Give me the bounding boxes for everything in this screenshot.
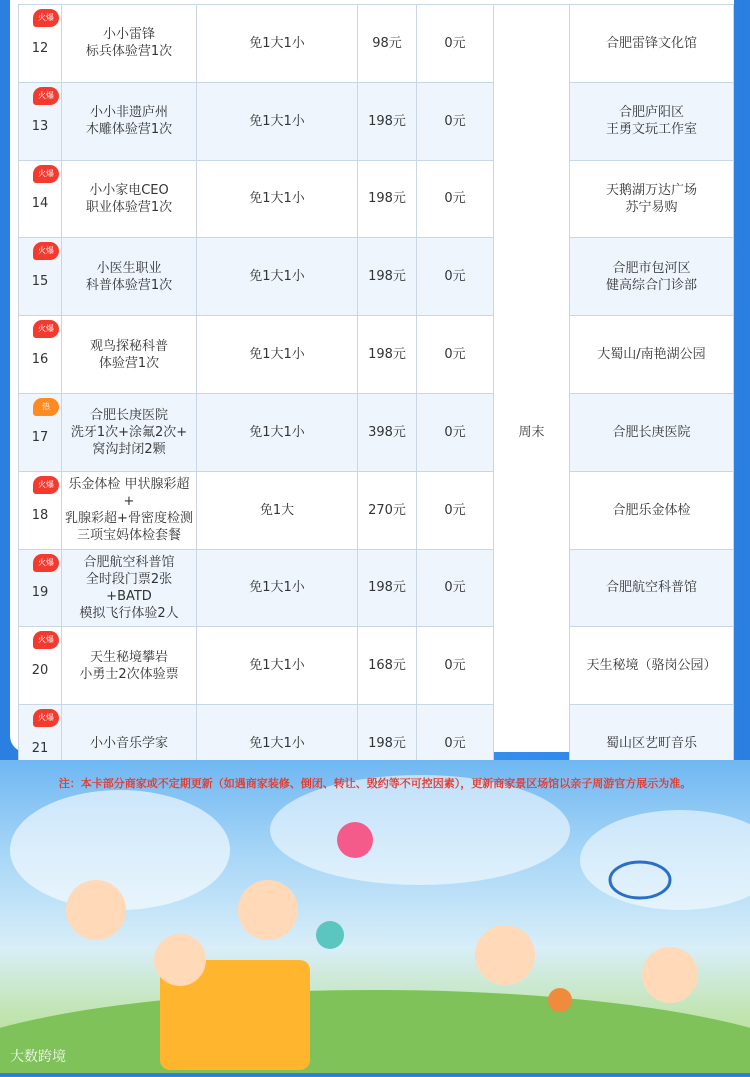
hot-badge-icon: 火爆 — [33, 165, 59, 183]
free-for: 免1大1小 — [197, 549, 358, 627]
hot-badge-icon: 火爆 — [33, 242, 59, 260]
row-number-text: 20 — [31, 663, 49, 679]
hot-badge-icon: 火爆 — [33, 554, 59, 572]
row-number-text: 21 — [31, 741, 49, 757]
original-price: 198元 — [358, 160, 417, 238]
free-for: 免1大1小 — [197, 5, 358, 83]
pay-price: 0元 — [417, 316, 494, 394]
original-price: 198元 — [358, 316, 417, 394]
venue: 天生秘境（骆岗公园） — [570, 627, 734, 705]
table-row — [19, 82, 734, 160]
row-number — [19, 393, 62, 471]
package-name: 小小音乐学家 — [62, 705, 197, 783]
hot-badge-icon: 火爆 — [33, 87, 59, 105]
venue: 合肥航空科普馆 — [570, 549, 734, 627]
venue: 大蜀山/南艳湖公园 — [570, 316, 734, 394]
free-for: 免1大 — [197, 471, 358, 549]
pay-price: 0元 — [417, 471, 494, 549]
venue: 天鹅湖万达广场 苏宁易购 — [570, 160, 734, 238]
hot-badge-icon: 火爆 — [33, 9, 59, 27]
package-name: 小小家电CEO 职业体验营1次 — [62, 160, 197, 238]
table-row — [19, 5, 734, 83]
row-number — [19, 316, 62, 394]
original-price: 198元 — [358, 82, 417, 160]
row-number-text: 16 — [31, 352, 49, 368]
original-price: 198元 — [358, 549, 417, 627]
row-number-text: 17 — [31, 429, 49, 445]
table-row — [19, 549, 734, 627]
package-name: 观鸟探秘科普 体验营1次 — [62, 316, 197, 394]
original-price: 270元 — [358, 471, 417, 549]
pay-price: 0元 — [417, 705, 494, 783]
row-number — [19, 549, 62, 627]
row-number-text: 12 — [31, 40, 49, 56]
table-row — [19, 238, 734, 316]
free-for: 免1大1小 — [197, 160, 358, 238]
free-for: 免1大1小 — [197, 82, 358, 160]
table-row — [19, 471, 734, 549]
package-name: 合肥航空科普馆 全时段门票2张+BATD 模拟飞行体验2人 — [62, 549, 197, 627]
free-for: 免1大1小 — [197, 705, 358, 783]
row-number-text: 19 — [31, 585, 49, 601]
row-number-text: 13 — [31, 118, 49, 134]
package-name: 天生秘境攀岩 小勇士2次体验票 — [62, 627, 197, 705]
pay-price: 0元 — [417, 82, 494, 160]
original-price: 168元 — [358, 627, 417, 705]
hot-badge-icon: 热 — [33, 398, 59, 416]
venue: 合肥雷锋文化馆 — [570, 5, 734, 83]
free-for: 免1大1小 — [197, 393, 358, 471]
row-number-text: 18 — [31, 507, 49, 523]
available-day: 周末 — [494, 5, 570, 861]
row-number — [19, 471, 62, 549]
pay-price: 0元 — [417, 549, 494, 627]
hot-badge-icon: 火爆 — [33, 320, 59, 338]
row-number — [19, 82, 62, 160]
pay-price: 0元 — [417, 627, 494, 705]
venue: 合肥长庚医院 — [570, 393, 734, 471]
footnote: 注：本卡部分商家或不定期更新（如遇商家装修、倒闭、转让、毁约等不可控因素），更新商家景区场馆以亲子周游官方展示为准。 — [58, 777, 692, 790]
row-number — [19, 160, 62, 238]
hot-badge-icon: 火爆 — [33, 709, 59, 727]
original-price: 198元 — [358, 705, 417, 783]
venue: 合肥市包河区 健高综合门诊部 — [570, 238, 734, 316]
pay-price: 0元 — [417, 238, 494, 316]
package-name: 合肥长庚医院 洗牙1次+涂氟2次+ 窝沟封闭2颗 — [62, 393, 197, 471]
row-number — [19, 627, 62, 705]
package-name: 乐金体检 甲状腺彩超+ 乳腺彩超+骨密度检测 三项宝妈体检套餐 — [62, 471, 197, 549]
free-for: 免1大1小 — [197, 316, 358, 394]
row-number-text: 14 — [31, 196, 49, 212]
pay-price: 0元 — [417, 160, 494, 238]
row-number-text: 15 — [31, 274, 49, 290]
free-for: 免1大1小 — [197, 238, 358, 316]
row-number — [19, 238, 62, 316]
pay-price: 0元 — [417, 5, 494, 83]
cartoon-kids-illustration — [0, 760, 750, 1073]
watermark-logo: 大数跨境 — [10, 1049, 66, 1065]
package-name: 小小非遗庐州 木雕体验营1次 — [62, 82, 197, 160]
pay-price: 0元 — [417, 393, 494, 471]
package-name: 小小雷锋 标兵体验营1次 — [62, 5, 197, 83]
merchant-table — [18, 4, 734, 861]
original-price: 398元 — [358, 393, 417, 471]
venue: 蜀山区艺町音乐 — [570, 705, 734, 783]
venue: 合肥乐金体检 — [570, 471, 734, 549]
table-row — [19, 160, 734, 238]
table-row — [19, 393, 734, 471]
original-price: 98元 — [358, 5, 417, 83]
original-price: 198元 — [358, 238, 417, 316]
free-for: 免1大1小 — [197, 627, 358, 705]
table-row — [19, 316, 734, 394]
row-number — [19, 5, 62, 83]
hot-badge-icon: 火爆 — [33, 476, 59, 494]
venue: 合肥庐阳区 王勇文玩工作室 — [570, 82, 734, 160]
table-row — [19, 627, 734, 705]
hot-badge-icon: 火爆 — [33, 631, 59, 649]
package-name: 小医生职业 科普体验营1次 — [62, 238, 197, 316]
